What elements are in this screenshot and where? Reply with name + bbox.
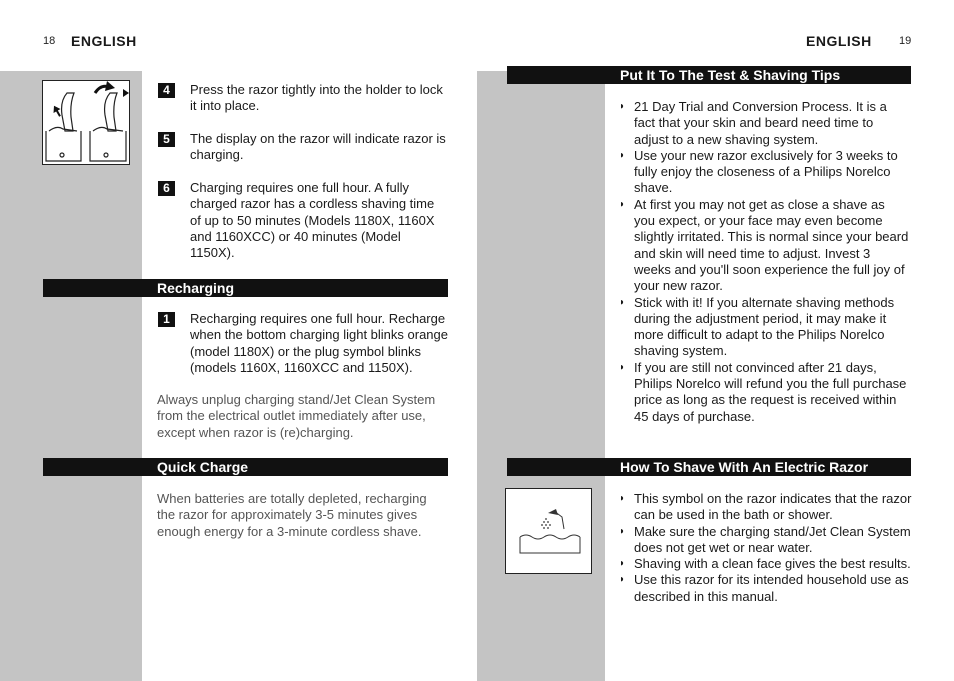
bullet-icon: ◗ [619, 574, 626, 586]
tip-text: Stick with it! If you alternate shaving methods during the adjustment period, it may make it more difficult to adapt to the Philips Norelco shaving system. [634, 294, 895, 359]
step-number-4: 4 [158, 83, 175, 98]
quick-charge-section-bar [43, 458, 448, 476]
recharging-title: Recharging [157, 280, 235, 296]
list-item [619, 197, 909, 295]
how-to-text: Use this razor for its intended household use as described in this manual. [634, 572, 909, 604]
list-item [619, 556, 915, 572]
how-to-text: Make sure the charging stand/Jet Clean System does not get wet or near water. [634, 523, 911, 555]
right-page-number: 19 [899, 35, 912, 47]
step-text-4: Press the razor tightly into the holder to lock it into place. [190, 82, 443, 114]
right-page-header: ENGLISH [806, 33, 872, 49]
right-margin-column [477, 71, 605, 681]
list-item [619, 572, 915, 605]
step-text-5: The display on the razor will indicate razor is charging. [190, 131, 446, 163]
razor-holder-illustration [42, 80, 130, 165]
bullet-icon: ◗ [619, 525, 626, 537]
list-item [619, 295, 909, 360]
tip-text: 21 Day Trial and Conversion Process. It is a fact that your skin and beard need time to adjust to a new shaving system. [634, 99, 887, 147]
list-item [619, 99, 909, 148]
tip-text: At first you may not get as close a shave as you expect, or your face may even become slightly irritated. This is normal since your beard and skin will need time to adjust. Invest 3 weeks and you'll soon experience the full joy of your new razor. [634, 196, 909, 294]
tip-text: If you are still not convinced after 21 days, Philips Norelco will refund you the full purchase price as long as the request is received within 45 days of purchase. [634, 359, 907, 424]
quick-charge-text: When batteries are totally depleted, recharging the razor for approximately 3-5 minutes gives enough energy for a 3-minute cordless shave. [157, 491, 427, 539]
bullet-icon: ◗ [619, 149, 626, 161]
tips-section-bar [507, 66, 911, 84]
how-to-text: This symbol on the razor indicates that the razor can be used in the bath or shower. [634, 491, 912, 523]
quick-charge-title: Quick Charge [157, 459, 249, 475]
bullet-icon: ◗ [619, 558, 626, 570]
list-item [619, 491, 915, 524]
bullet-icon: ◗ [619, 361, 626, 373]
how-to-title: How To Shave With An Electric Razor [620, 459, 869, 475]
list-item [619, 524, 915, 557]
left-page-number: 18 [43, 35, 56, 47]
step-number-5: 5 [158, 132, 175, 147]
bullet-icon: ◗ [619, 198, 626, 210]
how-to-text: Shaving with a clean face gives the best results. [634, 556, 911, 572]
shower-symbol-illustration [505, 488, 592, 574]
how-to-list [619, 491, 915, 605]
tip-text: Use your new razor exclusively for 3 weeks to fully enjoy the closeness of a Philips Norelco shave. [634, 147, 898, 196]
left-page-header: ENGLISH [71, 33, 137, 49]
bullet-icon: ◗ [619, 493, 626, 504]
list-item [619, 360, 909, 425]
tips-title: Put It To The Test & Shaving Tips [620, 67, 841, 83]
bullet-icon: ◗ [619, 296, 626, 308]
bullet-icon: ◗ [619, 101, 626, 112]
step-text-6: Charging requires one full hour. A fully charged razor has a cordless shaving time of up to 50 minutes (Models 1180X, 1160X and 1160XCC) or 40 minutes (Model 1150X). [190, 180, 435, 261]
recharging-section-bar [43, 279, 448, 297]
list-item [619, 148, 909, 197]
tips-list [619, 99, 909, 425]
recharging-step-text: Recharging requires one full hour. Recharge when the bottom charging light blinks orange (model 1180X) or the plug symbol blinks (models 1160X, 1160XCC and 1150X). [190, 311, 448, 375]
step-number-6: 6 [158, 181, 175, 196]
how-to-section-bar [507, 458, 911, 476]
recharging-step-number: 1 [158, 312, 175, 327]
recharging-note: Always unplug charging stand/Jet Clean System from the electrical outlet immediately after use, except when razor is (re)charging. [157, 392, 436, 440]
